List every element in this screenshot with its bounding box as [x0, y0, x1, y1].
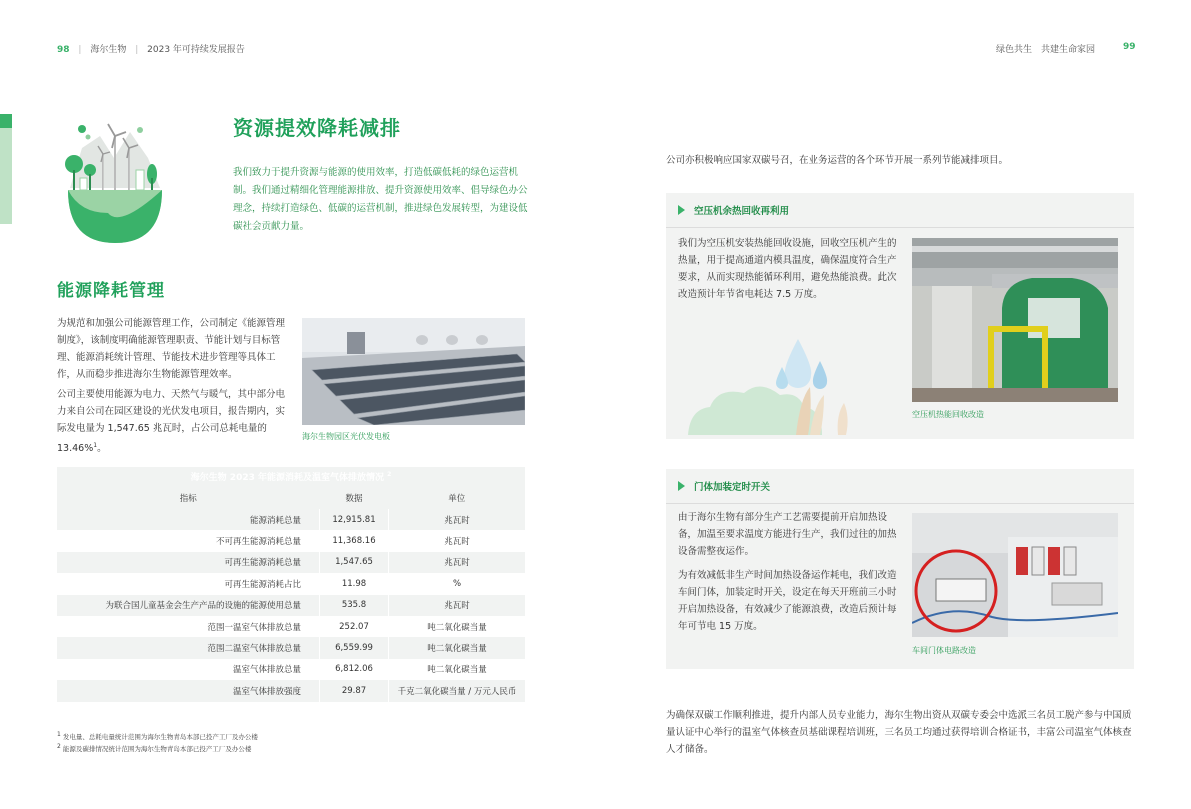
footnote-2: [57, 743, 251, 753]
triangle-bullet-icon: [678, 481, 685, 491]
solar-panels-photo: [302, 318, 525, 425]
page-number-left: 98: [57, 45, 70, 55]
table-row: [57, 659, 525, 680]
unit-cell: 吨二氧化碳当量: [427, 622, 487, 633]
company-name: 海尔生物: [90, 45, 127, 55]
right-intro: 公司亦积极响应国家双碳号召，在业务运营的各个环节开展一系列节能减排项目。: [666, 155, 1009, 166]
compressor-caption: 空压机热能回收改造: [912, 410, 984, 419]
unit-cell: 兆瓦时: [444, 537, 470, 548]
energy-paragraph-2-end: 。: [97, 443, 107, 455]
value-cell: 1,547.65: [320, 552, 389, 573]
energy-emissions-table: [57, 467, 525, 702]
column-header-data: 数据: [320, 486, 389, 509]
indicator-cell: 不可再生能源消耗总量: [215, 537, 301, 548]
edge-tab: [0, 128, 12, 224]
door-circuit-photo: [912, 513, 1118, 637]
column-header-indicator: 指标: [57, 486, 320, 509]
table-row: [57, 616, 525, 637]
header-divider: |: [135, 45, 139, 55]
compressor-photo: [912, 238, 1118, 402]
value-cell: 12,915.81: [320, 509, 389, 530]
table-row: [57, 530, 525, 551]
footnote-2-mark: 2: [57, 743, 61, 750]
table-title: [57, 467, 525, 486]
page-number-right: 99: [1123, 42, 1136, 52]
section-name: 绿色共生 共建生命家园: [996, 45, 1096, 55]
energy-paragraph-2-text: 公司主要使用能源为电力、天然气与暖气，其中部分电力来自公司在园区建设的光伏发电项目，报告期内，实际发电量为 1,547.65 兆瓦时，占公司总耗电量的 13.46%: [57, 389, 286, 455]
project-title-door-switch: 门体加装定时开关: [694, 482, 771, 493]
edge-tab-marker: [0, 114, 12, 128]
table-row: [57, 573, 525, 594]
footnote-1-mark: 1: [57, 731, 61, 738]
indicator-cell: 可再生能源消耗总量: [57, 552, 320, 573]
table-title-row: [57, 467, 525, 486]
table-row: [57, 637, 525, 658]
table-row: [57, 680, 525, 701]
value-cell: 6,559.99: [320, 637, 389, 658]
footnote-1-text: 发电量、总耗电量统计范围为海尔生物青岛本部已投产工厂及办公楼: [62, 733, 258, 742]
training-paragraph: 为确保双碳工作顺利推进，提升内部人员专业能力，海尔生物出资从双碳专委会中选派三名员工脱产参与中国质量认证中心举行的温室气体核查员基础课程培训班，三名员工均通过获得培训合格证书，丰富公司温室气体核查人才储备。: [666, 710, 1132, 755]
page-header-right: [996, 42, 1095, 55]
table-title-text: 海尔生物 2023 年能源消耗及温室气体排放情况: [190, 473, 384, 483]
value-cell: 535.8: [320, 595, 389, 616]
energy-paragraph-2: [57, 386, 287, 457]
project-box-header: [666, 469, 1134, 504]
indicator-cell: 可再生能源消耗占比: [224, 579, 301, 590]
project-text-door-switch-1: 由于海尔生物有部分生产工艺需要提前开启加热设备，加温至要求温度方能进行生产，我们过往的加热设备需整夜运作。: [678, 512, 897, 557]
unit-cell: 千克二氧化碳当量 / 万元人民币: [389, 680, 526, 701]
triangle-bullet-icon: [678, 205, 685, 215]
value-cell: 29.87: [320, 680, 389, 701]
green-city-illustration: [60, 118, 175, 246]
footnote-ref-2: 2: [387, 471, 392, 478]
energy-section-title: 能源降耗管理: [57, 281, 165, 301]
table-row: [57, 552, 525, 573]
footnote-1: [57, 731, 258, 741]
report-title: 2023 年可持续发展报告: [147, 45, 245, 55]
header-divider: |: [78, 45, 82, 55]
page-header-left: [57, 42, 245, 55]
table-row: [57, 595, 525, 616]
main-title: 资源提效降耗减排: [233, 116, 401, 140]
table-row: [57, 509, 525, 530]
page-number-right-wrap: [1123, 42, 1136, 52]
column-header-unit: 单位: [389, 486, 526, 509]
intro-text: 我们致力于提升资源与能源的使用效率，打造低碳低耗的绿色运营机制。我们通过精细化管理能源排放、提升资源使用效率、倡导绿色办公理念，持续打造绿色、低碳的运营机制，推进绿色发展转型，为建设低碳社会贡献力量。: [233, 167, 528, 232]
unit-cell: %: [452, 578, 462, 589]
footnote-ref-1: 1: [93, 442, 98, 449]
indicator-cell: 范围一温室气体排放总量: [207, 622, 301, 633]
indicator-cell: 能源消耗总量: [57, 509, 320, 530]
unit-cell: 兆瓦时: [389, 509, 526, 530]
project-title-compressor: 空压机余热回收再利用: [694, 206, 790, 217]
project-text-compressor: 我们为空压机安装热能回收设施，回收空压机产生的热量，用于提高通道内模具温度，确保温度符合生产要求，从而实现热能循环利用，避免热能浪费。此次改造预计年节省电耗达 7.5 万度。: [678, 238, 897, 300]
indicator-cell: 温室气体排放总量: [232, 665, 301, 676]
solar-photo-caption: 海尔生物园区光伏发电板: [302, 432, 390, 441]
project-box-header: [666, 193, 1134, 228]
door-circuit-caption: 车间门体电路改造: [912, 646, 976, 655]
value-cell: 11.98: [320, 573, 389, 594]
indicator-cell: 范围二温室气体排放总量: [57, 637, 320, 658]
unit-cell: 兆瓦时: [389, 595, 526, 616]
unit-cell: 吨二氧化碳当量: [427, 665, 487, 676]
indicator-cell: 温室气体排放强度: [57, 680, 320, 701]
value-cell: 11,368.16: [320, 530, 389, 551]
unit-cell: 吨二氧化碳当量: [389, 637, 526, 658]
energy-paragraph-1: 为规范和加强公司能源管理工作，公司制定《能源管理制度》，该制度明确能源管理职责、节能计划与目标管理、能源消耗统计管理、节能技术进步管理等具体工作，从而稳步推进海尔生物能源管理效率。: [57, 318, 286, 380]
indicator-cell: 为联合国儿童基金会生产产品的设施的能源使用总量: [57, 595, 320, 616]
value-cell: 252.07: [320, 616, 389, 637]
value-cell: 6,812.06: [320, 659, 389, 680]
project-text-door-switch-2: 为有效减低非生产时间加热设备运作耗电，我们改造车间门体，加装定时开关，设定在每天开班前三小时开启加热设备，有效减少了能源浪费，改造后预计每年可节电 15 万度。: [678, 570, 897, 632]
footnote-2-text: 能源及碳排情况统计范围为海尔生物青岛本部已投产工厂及办公楼: [62, 745, 252, 754]
unit-cell: 兆瓦时: [389, 552, 526, 573]
water-drops-illustration: [688, 339, 878, 437]
table-header-row: [57, 486, 525, 509]
